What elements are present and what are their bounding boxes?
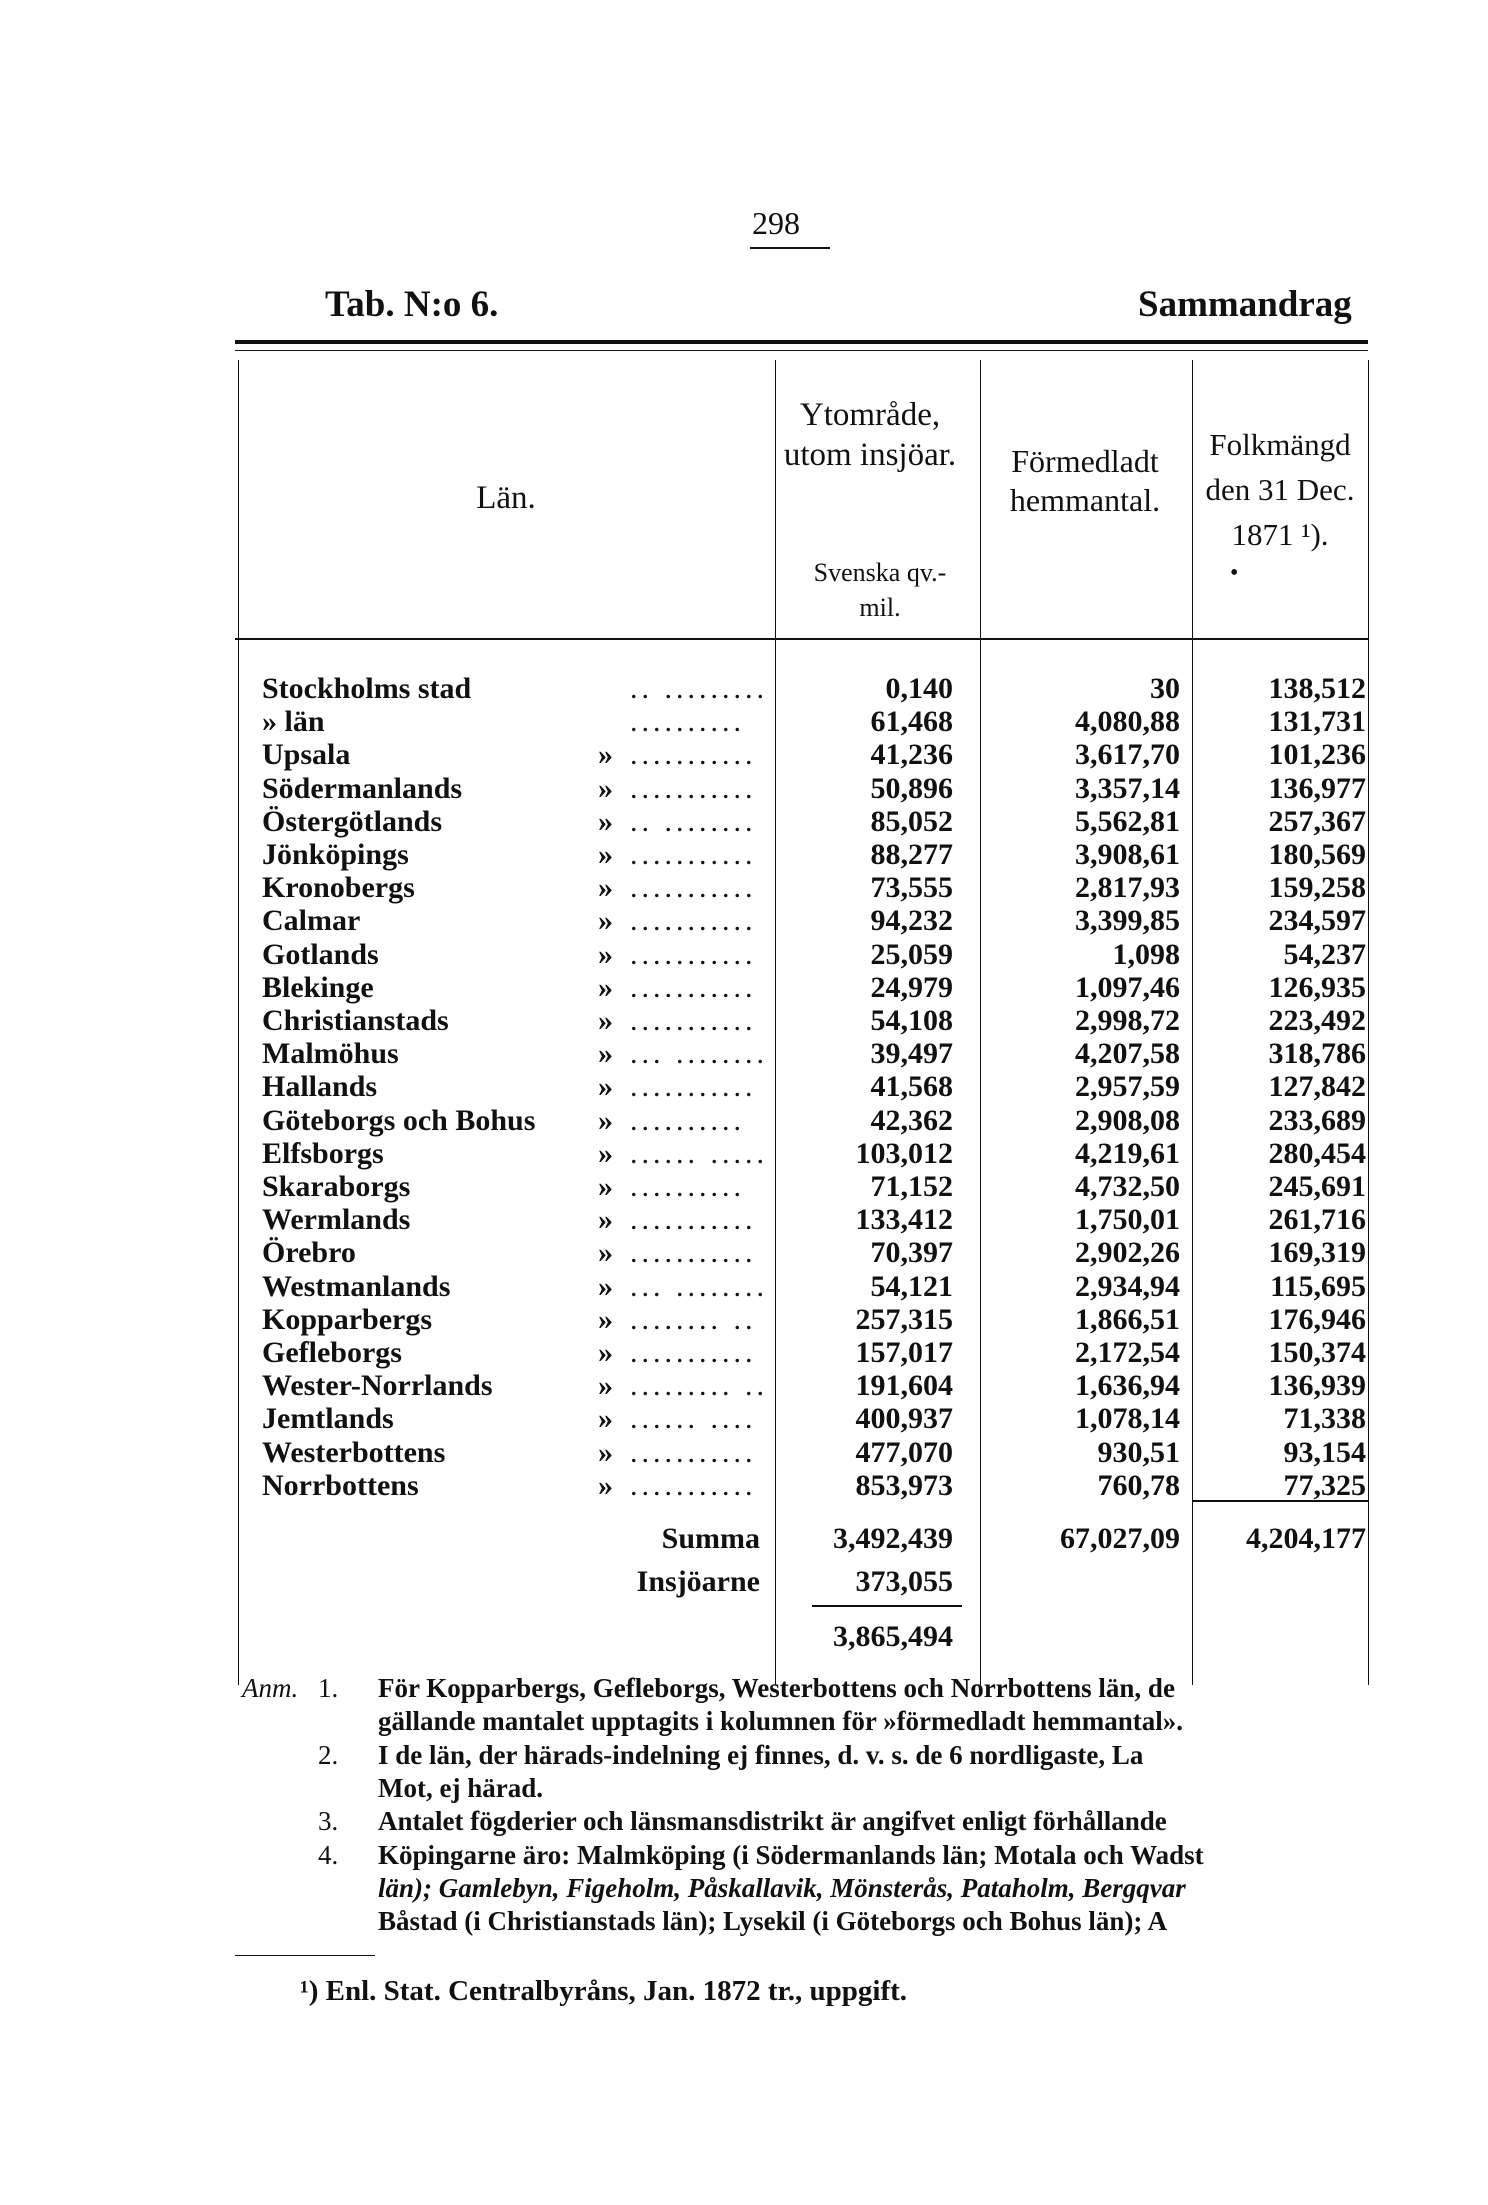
row-ytomrade: 25,059 bbox=[870, 938, 953, 971]
row-ytomrade: 157,017 bbox=[855, 1336, 953, 1369]
note-4-line-2: län); Gamlebyn, Figeholm, Påskallavik, Mönsterås, Pataholm, Bergqvar bbox=[378, 1873, 1186, 1903]
row-leader-dots: ........... bbox=[630, 1436, 757, 1469]
row-folkmangd: 233,689 bbox=[1268, 1104, 1366, 1137]
header-lan: Län. bbox=[476, 480, 536, 516]
row-ditto-mark: » bbox=[598, 1170, 613, 1203]
header-bottom-rule bbox=[235, 638, 1368, 640]
row-ytomrade: 70,397 bbox=[870, 1236, 953, 1269]
row-leader-dots: ... ........ bbox=[630, 1270, 768, 1303]
running-title: Sammandrag bbox=[1138, 284, 1352, 325]
table-row bbox=[0, 672, 1488, 705]
table-row bbox=[0, 1137, 1488, 1170]
row-ditto-mark: » bbox=[598, 1070, 613, 1103]
row-ytomrade: 103,012 bbox=[855, 1137, 953, 1170]
row-folkmangd: 71,338 bbox=[1283, 1402, 1366, 1435]
row-leader-dots: ........... bbox=[630, 938, 757, 971]
row-formedladt: 1,078,14 bbox=[1075, 1402, 1180, 1435]
row-folkmangd: 318,786 bbox=[1268, 1037, 1366, 1070]
row-lan-name: Örebro bbox=[262, 1236, 356, 1269]
row-formedladt: 1,750,01 bbox=[1075, 1203, 1180, 1236]
row-leader-dots: ........... bbox=[630, 1236, 757, 1269]
row-leader-dots: .. ......... bbox=[630, 672, 768, 705]
row-ytomrade: 71,152 bbox=[870, 1170, 953, 1203]
row-formedladt: 2,172,54 bbox=[1075, 1336, 1180, 1369]
table-row bbox=[0, 838, 1488, 871]
row-lan-name: Gotlands bbox=[262, 938, 379, 971]
header-ytomrade-unit: Svenska qv.-mil. bbox=[813, 558, 947, 623]
total-ytomrade: 3,865,494 bbox=[833, 1620, 953, 1653]
row-ytomrade: 61,468 bbox=[870, 705, 953, 738]
row-ytomrade: 50,896 bbox=[870, 772, 953, 805]
row-lan-name: Wermlands bbox=[262, 1203, 411, 1236]
row-lan-name: Östergötlands bbox=[262, 805, 442, 838]
row-folkmangd: 169,319 bbox=[1268, 1236, 1366, 1269]
row-ytomrade: 853,973 bbox=[855, 1469, 953, 1502]
row-ytomrade: 0,140 bbox=[885, 672, 953, 705]
row-ditto-mark: » bbox=[598, 1469, 613, 1502]
row-formedladt: 3,399,85 bbox=[1075, 904, 1180, 937]
row-folkmangd: 159,258 bbox=[1268, 871, 1366, 904]
table-top-thin-rule bbox=[235, 350, 1368, 351]
row-formedladt: 4,732,50 bbox=[1075, 1170, 1180, 1203]
row-lan-name: Kopparbergs bbox=[262, 1303, 433, 1336]
row-lan-name: Wester-Norrlands bbox=[262, 1369, 493, 1402]
note-2-line-1: I de län, der härads-indelning ej finnes, d. v. s. de 6 nordligaste, La bbox=[378, 1740, 1144, 1770]
row-ditto-mark: » bbox=[598, 1270, 613, 1303]
table-label: Tab. N:o 6. bbox=[325, 284, 499, 325]
row-ytomrade: 24,979 bbox=[870, 971, 953, 1004]
header-folkmangd: Folkmängd den 31 Dec. 1871 ¹). bbox=[1205, 427, 1355, 552]
table-row bbox=[0, 1303, 1488, 1336]
row-lan-name: Stockholms stad bbox=[262, 672, 472, 705]
row-lan-name: Elfsborgs bbox=[262, 1137, 384, 1170]
row-ditto-mark: » bbox=[598, 871, 613, 904]
insjoarne-ytomrade: 373,055 bbox=[855, 1565, 953, 1598]
note-1-line-1: För Kopparbergs, Gefleborgs, Westerbottens och Norrbottens län, de bbox=[378, 1673, 1175, 1703]
row-ditto-mark: » bbox=[598, 971, 613, 1004]
row-folkmangd: 261,716 bbox=[1268, 1203, 1366, 1236]
note-4-line-3: Båstad (i Christianstads län); Lysekil (i Göteborgs och Bohus län); A bbox=[378, 1906, 1168, 1936]
row-ditto-mark: » bbox=[598, 738, 613, 771]
table-row bbox=[0, 1004, 1488, 1037]
row-ytomrade: 257,315 bbox=[855, 1303, 953, 1336]
note-1-number: 1. bbox=[318, 1673, 339, 1703]
row-folkmangd: 280,454 bbox=[1268, 1137, 1366, 1170]
row-folkmangd: 234,597 bbox=[1268, 904, 1366, 937]
note-3-number: 3. bbox=[318, 1806, 339, 1836]
table-row bbox=[0, 1170, 1488, 1203]
table-row bbox=[0, 705, 1488, 738]
row-leader-dots: .......... bbox=[630, 1170, 745, 1203]
row-folkmangd: 245,691 bbox=[1268, 1170, 1366, 1203]
row-leader-dots: ........... bbox=[630, 772, 757, 805]
row-lan-name: Westerbottens bbox=[262, 1436, 446, 1469]
row-lan-name: Malmöhus bbox=[262, 1037, 399, 1070]
row-formedladt: 5,562,81 bbox=[1075, 805, 1180, 838]
note-4-line-1: Köpingarne äro: Malmköping (i Södermanlands län; Motala och Wadst bbox=[378, 1840, 1204, 1870]
row-formedladt: 3,908,61 bbox=[1075, 838, 1180, 871]
table-row bbox=[0, 1037, 1488, 1070]
anm-label: Anm. bbox=[242, 1673, 299, 1703]
row-ytomrade: 39,497 bbox=[870, 1037, 953, 1070]
footnote: ¹) Enl. Stat. Centralbyråns, Jan. 1872 tr., uppgift. bbox=[300, 1975, 908, 2007]
row-lan-name: Hallands bbox=[262, 1070, 378, 1103]
row-leader-dots: ........... bbox=[630, 1203, 757, 1236]
row-ditto-mark: » bbox=[598, 1369, 613, 1402]
row-ditto-mark: » bbox=[598, 1203, 613, 1236]
row-lan-name: Norrbottens bbox=[262, 1469, 419, 1502]
row-ytomrade: 73,555 bbox=[870, 871, 953, 904]
row-ytomrade: 400,937 bbox=[855, 1402, 953, 1435]
row-ditto-mark: » bbox=[598, 1402, 613, 1435]
row-leader-dots: ... ........ bbox=[630, 1037, 768, 1070]
table-row bbox=[0, 1336, 1488, 1369]
row-formedladt: 4,219,61 bbox=[1075, 1137, 1180, 1170]
table-row bbox=[0, 1402, 1488, 1435]
total-rule bbox=[812, 1605, 962, 1607]
row-formedladt: 1,098 bbox=[1112, 938, 1180, 971]
row-ditto-mark: » bbox=[598, 1436, 613, 1469]
row-folkmangd: 131,731 bbox=[1268, 705, 1366, 738]
row-ditto-mark: » bbox=[598, 1303, 613, 1336]
row-formedladt: 2,908,08 bbox=[1075, 1104, 1180, 1137]
page-number: 298 bbox=[752, 205, 800, 241]
row-lan-name: Christianstads bbox=[262, 1004, 449, 1037]
row-ytomrade: 41,236 bbox=[870, 738, 953, 771]
table-row bbox=[0, 1369, 1488, 1402]
row-leader-dots: .......... bbox=[630, 1104, 745, 1137]
row-leader-dots: ........... bbox=[630, 1070, 757, 1103]
row-ditto-mark: » bbox=[598, 805, 613, 838]
row-lan-name: Skaraborgs bbox=[262, 1170, 411, 1203]
table-row bbox=[0, 772, 1488, 805]
row-lan-name: » län bbox=[262, 705, 325, 738]
row-folkmangd: 176,946 bbox=[1268, 1303, 1366, 1336]
row-leader-dots: ........... bbox=[630, 738, 757, 771]
table-top-rule bbox=[235, 340, 1368, 344]
row-ytomrade: 85,052 bbox=[870, 805, 953, 838]
row-folkmangd: 138,512 bbox=[1268, 672, 1366, 705]
row-formedladt: 2,817,93 bbox=[1075, 871, 1180, 904]
row-formedladt: 2,998,72 bbox=[1075, 1004, 1180, 1037]
row-ytomrade: 133,412 bbox=[855, 1203, 953, 1236]
row-ytomrade: 41,568 bbox=[870, 1070, 953, 1103]
row-ytomrade: 94,232 bbox=[870, 904, 953, 937]
summa-label: Summa bbox=[661, 1522, 760, 1555]
row-ditto-mark: » bbox=[598, 1104, 613, 1137]
row-folkmangd: 127,842 bbox=[1268, 1070, 1366, 1103]
row-folkmangd: 101,236 bbox=[1268, 738, 1366, 771]
row-folkmangd: 136,977 bbox=[1268, 772, 1366, 805]
table-row bbox=[0, 904, 1488, 937]
row-lan-name: Södermanlands bbox=[262, 772, 463, 805]
row-folkmangd: 257,367 bbox=[1268, 805, 1366, 838]
summa-folkmangd: 4,204,177 bbox=[1246, 1522, 1366, 1555]
table-row bbox=[0, 971, 1488, 1004]
note-2-line-2: Mot, ej härad. bbox=[378, 1773, 543, 1803]
table-row bbox=[0, 738, 1488, 771]
row-lan-name: Gefleborgs bbox=[262, 1336, 402, 1369]
row-lan-name: Blekinge bbox=[262, 971, 374, 1004]
note-2-number: 2. bbox=[318, 1740, 339, 1770]
row-folkmangd: 136,939 bbox=[1268, 1369, 1366, 1402]
note-3-line-1: Antalet fögderier och länsmansdistrikt är angifvet enligt förhållande bbox=[378, 1806, 1167, 1836]
row-lan-name: Jemtlands bbox=[262, 1402, 394, 1435]
row-ytomrade: 54,121 bbox=[870, 1270, 953, 1303]
row-folkmangd: 115,695 bbox=[1270, 1270, 1366, 1303]
row-formedladt: 2,957,59 bbox=[1075, 1070, 1180, 1103]
table-row bbox=[0, 1436, 1488, 1469]
table-row bbox=[0, 805, 1488, 838]
summa-ytomrade: 3,492,439 bbox=[833, 1522, 953, 1555]
header-formedladt: Förmedladt hemmantal. bbox=[1009, 443, 1161, 519]
row-formedladt: 3,617,70 bbox=[1075, 738, 1180, 771]
row-folkmangd: 223,492 bbox=[1268, 1004, 1366, 1037]
row-leader-dots: .. ........ bbox=[630, 805, 757, 838]
row-folkmangd: 77,325 bbox=[1283, 1469, 1366, 1502]
table-row bbox=[0, 1270, 1488, 1303]
row-ytomrade: 42,362 bbox=[870, 1104, 953, 1137]
row-ditto-mark: » bbox=[598, 772, 613, 805]
note-1-line-2: gällande mantalet upptagits i kolumnen för »förmedladt hemmantal». bbox=[378, 1706, 1184, 1736]
footnote-rule bbox=[235, 1955, 375, 1956]
row-ytomrade: 54,108 bbox=[870, 1004, 953, 1037]
row-leader-dots: ........... bbox=[630, 1336, 757, 1369]
row-lan-name: Göteborgs och Bohus bbox=[262, 1104, 536, 1137]
row-ditto-mark: » bbox=[598, 1236, 613, 1269]
row-ditto-mark: » bbox=[598, 904, 613, 937]
row-formedladt: 930,51 bbox=[1097, 1436, 1180, 1469]
row-leader-dots: ........ .. bbox=[630, 1303, 757, 1336]
row-ytomrade: 88,277 bbox=[870, 838, 953, 871]
row-leader-dots: ...... .... bbox=[630, 1402, 757, 1435]
row-leader-dots: ........... bbox=[630, 904, 757, 937]
summary-rule-folk bbox=[1192, 1500, 1368, 1502]
row-folkmangd: 93,154 bbox=[1283, 1436, 1366, 1469]
header-dot: • bbox=[1230, 560, 1239, 586]
row-leader-dots: .......... bbox=[630, 705, 745, 738]
row-lan-name: Westmanlands bbox=[262, 1270, 451, 1303]
row-formedladt: 3,357,14 bbox=[1075, 772, 1180, 805]
row-lan-name: Calmar bbox=[262, 904, 361, 937]
row-folkmangd: 126,935 bbox=[1268, 971, 1366, 1004]
row-ditto-mark: » bbox=[598, 1037, 613, 1070]
row-ytomrade: 191,604 bbox=[855, 1369, 953, 1402]
row-formedladt: 1,866,51 bbox=[1075, 1303, 1180, 1336]
row-leader-dots: ........... bbox=[630, 1469, 757, 1502]
row-leader-dots: ........... bbox=[630, 1004, 757, 1037]
row-leader-dots: ........... bbox=[630, 871, 757, 904]
row-folkmangd: 150,374 bbox=[1268, 1336, 1366, 1369]
row-lan-name: Kronobergs bbox=[262, 871, 415, 904]
row-leader-dots: ........... bbox=[630, 971, 757, 1004]
row-formedladt: 1,636,94 bbox=[1075, 1369, 1180, 1402]
row-formedladt: 4,207,58 bbox=[1075, 1037, 1180, 1070]
row-ytomrade: 477,070 bbox=[855, 1436, 953, 1469]
table-row bbox=[0, 1469, 1488, 1502]
row-formedladt: 4,080,88 bbox=[1075, 705, 1180, 738]
table-row bbox=[0, 1104, 1488, 1137]
row-leader-dots: ........... bbox=[630, 838, 757, 871]
row-folkmangd: 54,237 bbox=[1283, 938, 1366, 971]
row-ditto-mark: » bbox=[598, 1004, 613, 1037]
row-formedladt: 1,097,46 bbox=[1075, 971, 1180, 1004]
row-lan-name: Upsala bbox=[262, 738, 351, 771]
insjoarne-label: Insjöarne bbox=[636, 1565, 760, 1598]
row-folkmangd: 180,569 bbox=[1268, 838, 1366, 871]
table-row bbox=[0, 1236, 1488, 1269]
summa-formedladt: 67,027,09 bbox=[1060, 1522, 1180, 1555]
row-ditto-mark: » bbox=[598, 1137, 613, 1170]
header-ytomrade: Ytområde, utom insjöar. bbox=[783, 397, 957, 474]
row-ditto-mark: » bbox=[598, 1336, 613, 1369]
table-row bbox=[0, 1070, 1488, 1103]
row-leader-dots: ......... .. bbox=[630, 1369, 768, 1402]
note-4-number: 4. bbox=[318, 1840, 339, 1870]
page-number-rule bbox=[750, 247, 830, 249]
row-formedladt: 2,902,26 bbox=[1075, 1236, 1180, 1269]
row-formedladt: 760,78 bbox=[1097, 1469, 1180, 1502]
table-row bbox=[0, 871, 1488, 904]
row-formedladt: 30 bbox=[1150, 672, 1180, 705]
row-ditto-mark: » bbox=[598, 838, 613, 871]
table-row bbox=[0, 1203, 1488, 1236]
row-formedladt: 2,934,94 bbox=[1075, 1270, 1180, 1303]
row-leader-dots: ...... ..... bbox=[630, 1137, 768, 1170]
table-row bbox=[0, 938, 1488, 971]
row-ditto-mark: » bbox=[598, 938, 613, 971]
row-lan-name: Jönköpings bbox=[262, 838, 409, 871]
